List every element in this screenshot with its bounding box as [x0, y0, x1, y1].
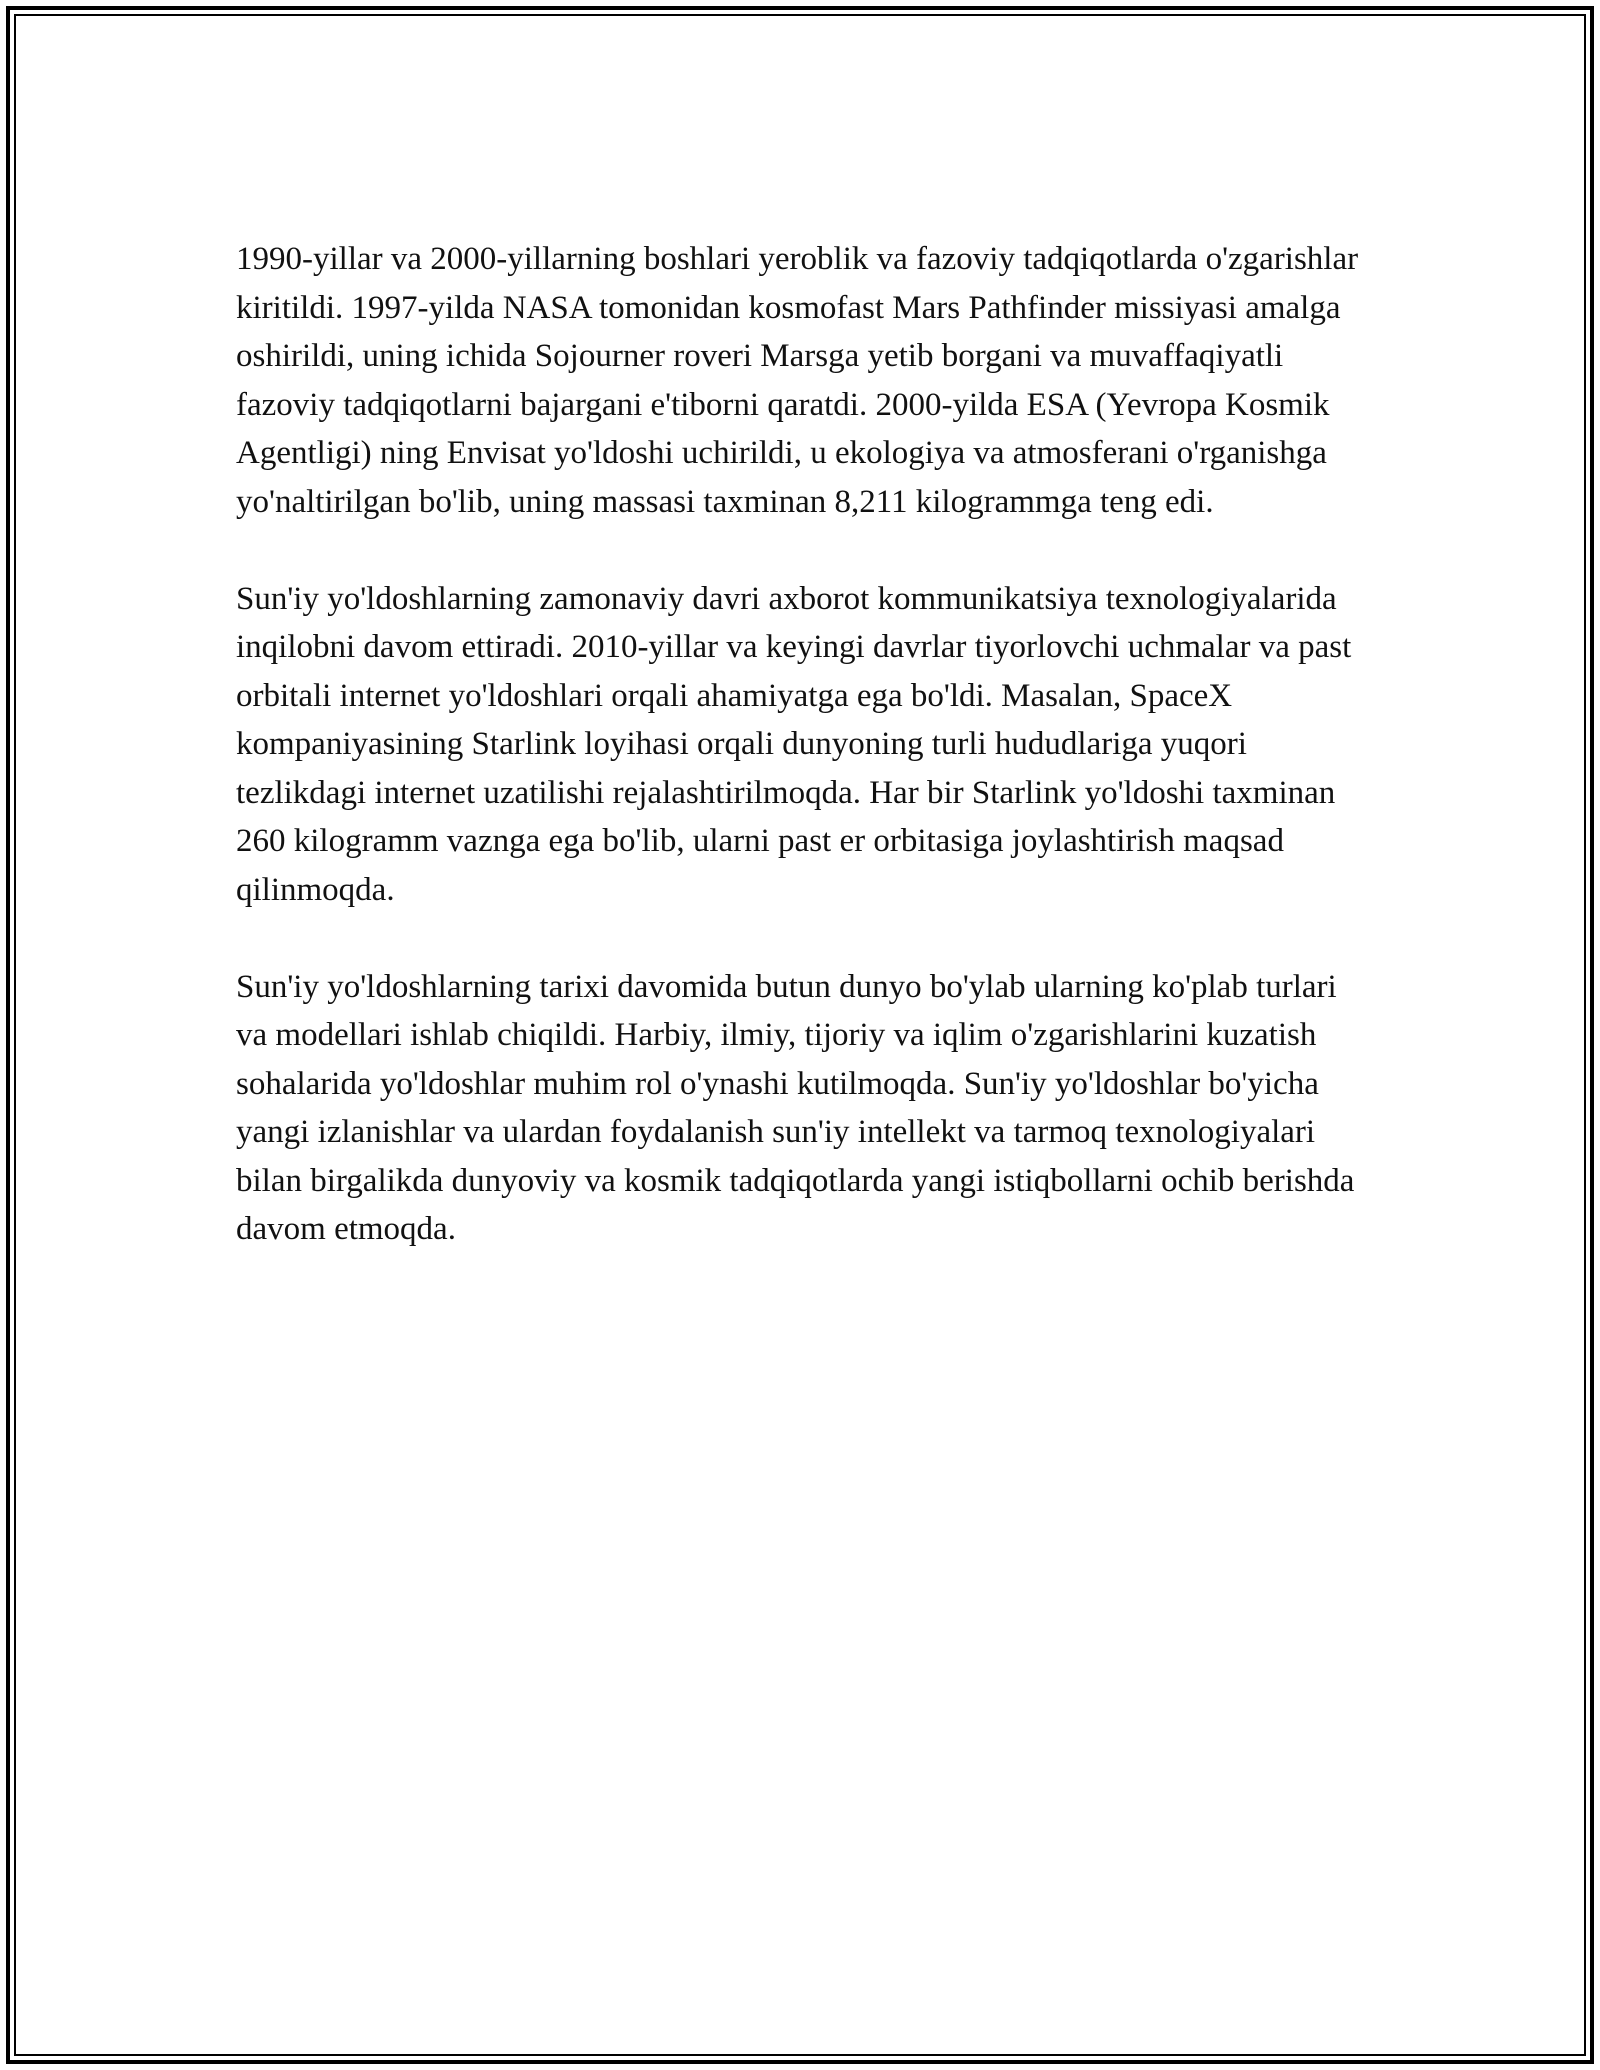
paragraph-2: Sun'iy yo'ldoshlarning zamonaviy davri axborot kommunikatsiya texnologiyalarida inqilobni davom ettiradi. 2010-yillar va keyingi davrlar tiyorlovchi uchmalar va past orbitali internet yo'ldoshlari orqali ahamiyatga ega bo'ldi. Masalan, SpaceX kompaniyasining Starlink loyihasi orqali dunyoning turli hududlariga yuqori tezlikdagi internet uzatilishi rejalashtirilmoqda. Har bir Starlink yo'ldoshi taxminan 260 kilogramm vaznga ega bo'lib, ularni past er orbitasiga joylashtirish maqsad qilinmoqda.: [236, 580, 1352, 908]
paragraph-3: Sun'iy yo'ldoshlarning tarixi davomida butun dunyo bo'ylab ularning ko'plab turlari va modellari ishlab chiqildi. Harbiy, ilmiy, tijoriy va iqlim o'zgarishlarini kuzatish sohalarida yo'ldoshlar muhim rol o'ynashi kutilmoqda. Sun'iy yo'ldoshlar bo'yicha yangi izlanishlar va ulardan foydalanish sun'iy intellekt va tarmoq texnologiyalari bilan birgalikda dunyoviy va kosmik tadqiqotlarda yangi istiqbollarni ochib berishda davom etmoqda.: [236, 968, 1355, 1247]
paragraph-1: 1990-yillar va 2000-yillarning boshlari yeroblik va fazoviy tadqiqotlarda o'zgarishlar kiritildi. 1997-yilda NASA tomonidan kosmofast Mars Pathfinder missiyasi amalga oshirildi, uning ichida Sojourner roveri Marsga yetib borgani va muvaffaqiyatli fazoviy tadqiqotlarni bajargani e'tiborni qaratdi. 2000-yilda ESA (Yevropa Kosmik Agentligi) ning Envisat yo'ldoshi uchirildi, u ekologiya va atmosferani o'rganishga yo'naltirilgan bo'lib, uning massasi taxminan 8,211 kilogrammga teng edi.: [236, 241, 1359, 520]
document-body: [236, 235, 1366, 1302]
